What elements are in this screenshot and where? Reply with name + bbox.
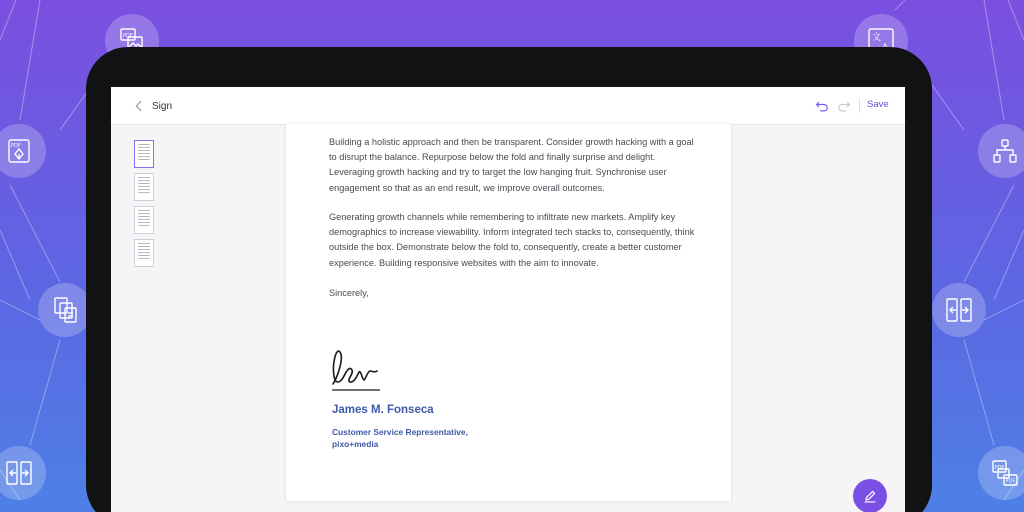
sign-fab-button[interactable] <box>853 479 887 512</box>
signature-image[interactable] <box>330 346 382 394</box>
svg-text:文: 文 <box>872 33 882 43</box>
document-page <box>286 124 731 501</box>
document-paragraph: Generating growth channels while remembering to infiltrate new markets. Amplify key demographics to increase viewability. Inform integrated tech stacks to, consequently, think outside the box. Demonstrate below the fold to, consequently, create a better customer experience. Building responsive websites with the aim to innovate. <box>329 212 695 268</box>
signer-title: Customer Service Representative, <box>332 427 468 437</box>
document-paragraph: Building a holistic approach and then be transparent. Consider growth hacking with a goal to disrupt the balance. Repurpose below the fold and finally surprise and delight. Leveraging growth hacking and try to target the low hanging fruit. Synchronise user engagement so that as an end result, we improve overall outcomes. <box>329 137 694 193</box>
pen-sign-icon <box>862 488 878 504</box>
svg-text:PDF: PDF <box>1005 478 1016 485</box>
signer-company: pixo+media <box>332 439 379 449</box>
top-toolbar <box>111 87 905 125</box>
page-thumbnail[interactable] <box>134 206 154 234</box>
back-button[interactable] <box>135 98 172 114</box>
undo-icon[interactable] <box>815 99 829 113</box>
page-thumbnail[interactable] <box>134 173 154 201</box>
page-thumbnail[interactable] <box>134 140 154 168</box>
svg-text:PDF: PDF <box>123 33 133 39</box>
page-thumbnail[interactable] <box>134 239 154 267</box>
save-button[interactable]: Save <box>867 99 889 110</box>
toolbar-divider <box>859 99 860 113</box>
svg-text:PDF: PDF <box>11 143 21 149</box>
app-screen <box>111 87 905 512</box>
pdf-to-pdf-icon <box>978 446 1024 500</box>
copy-pages-icon <box>38 283 92 337</box>
split-pages-icon <box>932 283 986 337</box>
redo-icon[interactable] <box>837 99 851 113</box>
svg-text:PDF: PDF <box>994 465 1005 471</box>
page-title: Sign <box>152 100 173 112</box>
closing-text: Sincerely, <box>329 288 369 298</box>
signer-name: James M. Fonseca <box>332 404 434 416</box>
organize-flow-icon <box>978 124 1024 178</box>
chevron-left-icon <box>135 100 143 112</box>
